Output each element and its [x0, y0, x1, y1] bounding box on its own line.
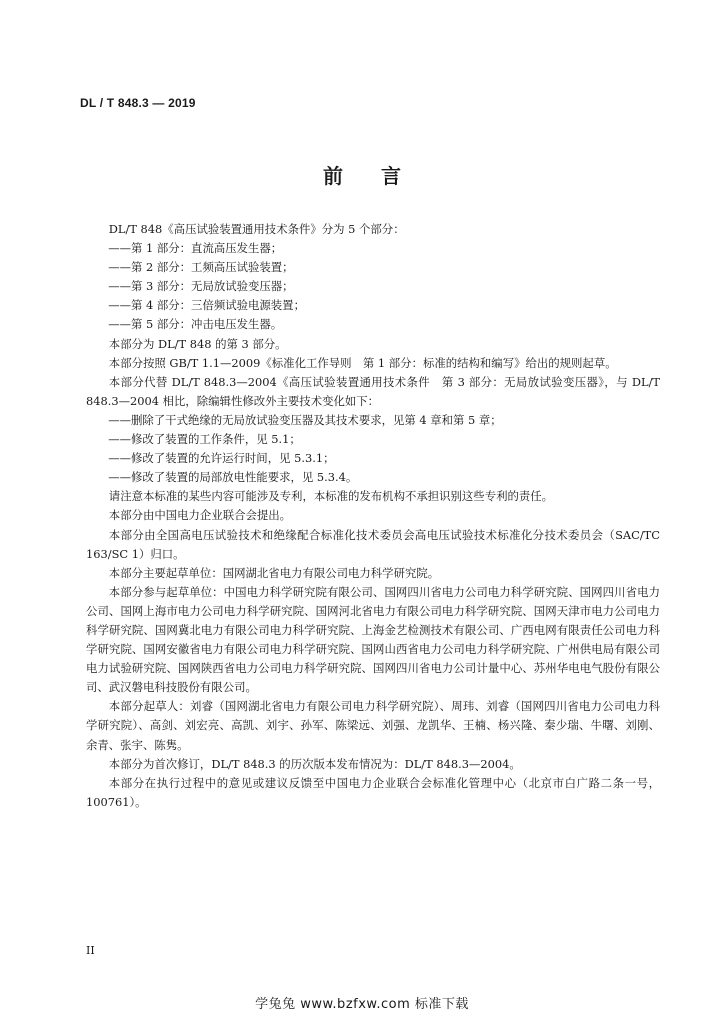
paragraph-intro: DL/T 848《高压试验装置通用技术条件》分为 5 个部分：: [108, 222, 405, 236]
list-item-change-1: ——删除了干式绝缘的无局放试验变压器及其技术要求，见第 4 章和第 5 章；: [108, 412, 502, 427]
list-item-change-2: ——修改了装置的工作条件，见 5.1；: [108, 432, 301, 447]
paragraph-patent-notice: 请注意本标准的某些内容可能涉及专利，本标准的发布机构不承担识别这些专利的责任。: [108, 489, 554, 504]
page-title: 前言: [323, 164, 439, 188]
list-item-part-4: ——第 4 部分：三倍频试验电源装置；: [108, 298, 305, 313]
list-item-part-5: ——第 5 部分：冲击电压发生器。: [108, 317, 283, 332]
foreword-body: [86, 220, 660, 812]
list-item-part-1: ——第 1 部分：直流高压发生器；: [108, 241, 283, 256]
paragraph-drafters: 本部分起草人：刘睿（国网湖北省电力有限公司电力科学研究院）、周玮、刘睿（国网四川省电力公司电力科学研究院）、高剑、刘宏亮、高凯、刘宇、孙军、陈梁远、刘强、龙凯华、王楠、杨兴隆、秦少瑞、牛曙、刘刚、余青、张宇、陈隽。: [86, 699, 660, 752]
paragraph-responsible-committee: 本部分由全国高电压试验技术和绝缘配合标准化技术委员会高电压试验技术标准化分技术委员会（SAC/TC 163/SC 1）归口。: [86, 527, 660, 561]
list-item-change-4: ——修改了装置的局部放电性能要求，见 5.3.4。: [108, 470, 358, 485]
paragraph-revision-history: 本部分为首次修订，DL/T 848.3 的历次版本发布情况为：DL/T 848.3—2004。: [108, 756, 521, 771]
list-item-part-2: ——第 2 部分：工频高压试验装置；: [108, 260, 294, 275]
paragraph-proposer: 本部分由中国电力企业联合会提出。: [108, 508, 292, 523]
list-item-change-3: ——修改了装置的允许运行时间，见 5.3.1；: [108, 451, 335, 466]
page-number: II: [86, 944, 95, 957]
footer-watermark: 学兔兔 www.bzfxw.com 标准下载: [255, 997, 469, 1012]
paragraph-main-drafting-unit: 本部分主要起草单位：国网湖北省电力有限公司电力科学研究院。: [108, 565, 440, 580]
standard-code: DL / T 848.3 — 2019: [80, 96, 196, 110]
paragraph-drafting-rules: 本部分按照 GB/T 1.1—2009《标准化工作导则 第 1 部分：标准的结构和编写》给出的规则起草。: [108, 355, 617, 370]
paragraph-feedback: 本部分在执行过程中的意见或建议反馈至中国电力企业联合会标准化管理中心（北京市白广路二条一号，100761）。: [86, 775, 660, 809]
paragraph-participating-units: 本部分参与起草单位：中国电力科学研究院有限公司、国网四川省电力公司电力科学研究院、国网四川省电力公司、国网上海市电力公司电力科学研究院、国网河北省电力有限公司电力科学研究院、国网天津市电力公司电力科学研究院、国网冀北电力有限公司电力科学研究院、上海金艺检测技术有限公司、广西电网有限责任公司电力科学研究院、国网安徽省电力有限公司电力科学研究院、国网山西省电力公司电力科学研究院、广州供电局有限公司电力试验研究院、国网陕西省电力公司电力科学研究院、国网四川省电力公司计量中心、苏州华电电气股份有限公司、武汉磐电科技股份有限公司。: [86, 584, 660, 695]
paragraph-part-statement: 本部分为 DL/T 848 的第 3 部分。: [108, 336, 287, 351]
list-item-part-3: ——第 3 部分：无局放试验变压器；: [108, 279, 294, 294]
paragraph-replacement: 本部分代替 DL/T 848.3—2004《高压试验装置通用技术条件 第 3 部分：无局放试验变压器》，与 DL/T 848.3—2004 相比，除编辑性修改外主要技术变化如下：: [86, 374, 660, 408]
